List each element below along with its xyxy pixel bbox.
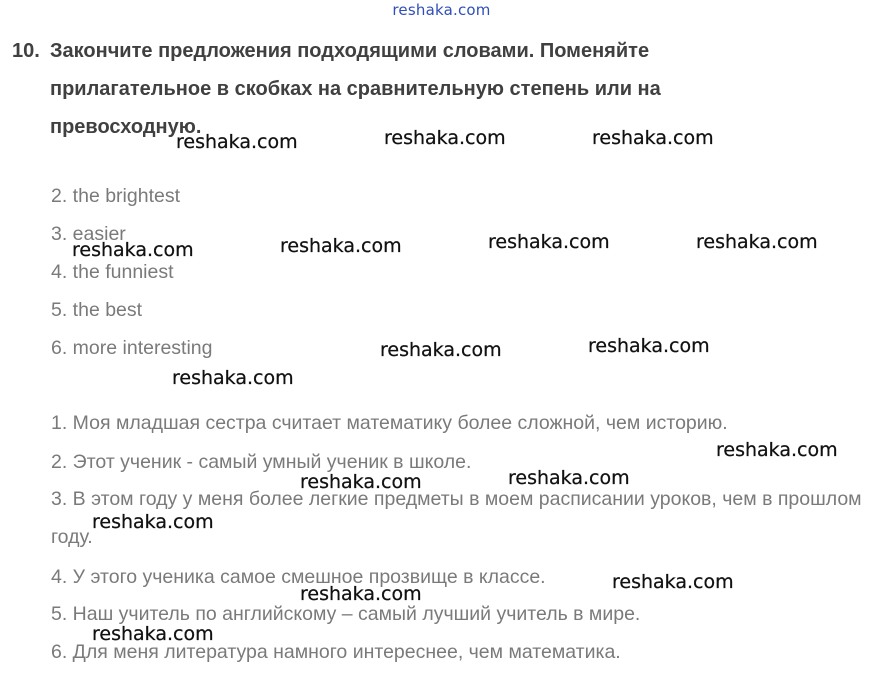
- watermark: reshaka.com: [300, 471, 422, 493]
- answer-item: 5. the best: [51, 299, 143, 321]
- translation-item: 1. Моя младшая сестра считает математику более сложной, чем историю.: [51, 412, 728, 434]
- exercise-title-line-2: прилагательное в скобках на сравнительную степень или на: [50, 78, 661, 100]
- answer-item: 3. easier: [51, 223, 126, 245]
- answer-item: 6. more interesting: [51, 337, 213, 359]
- translation-item: 3. В этом году у меня более легкие предметы в моем расписании уроков, чем в прошлом году.: [51, 488, 862, 548]
- watermark: reshaka.com: [300, 583, 422, 605]
- watermark: reshaka.com: [508, 467, 630, 489]
- translation-item: 4. У этого ученика самое смешное прозвище в классе.: [51, 566, 546, 588]
- watermark: reshaka.com: [612, 571, 734, 593]
- watermark: reshaka.com: [280, 235, 402, 257]
- watermark: reshaka.com: [716, 439, 838, 461]
- answer-item: 2. the brightest: [51, 185, 180, 207]
- watermark: reshaka.com: [592, 127, 714, 149]
- watermark: reshaka.com: [92, 511, 214, 533]
- translation-item: 6. Для меня литература намного интереснее, чем математика.: [51, 641, 621, 663]
- watermark: reshaka.com: [488, 231, 610, 253]
- watermark: reshaka.com: [72, 239, 194, 261]
- watermark: reshaka.com: [588, 335, 710, 357]
- watermark: reshaka.com: [176, 131, 298, 153]
- translation-item: 5. Наш учитель по английскому – самый лучший учитель в мире.: [51, 603, 641, 625]
- watermark: reshaka.com: [172, 367, 294, 389]
- watermark: reshaka.com: [696, 231, 818, 253]
- exercise-number: 10.: [12, 40, 40, 62]
- watermark: reshaka.com: [380, 339, 502, 361]
- exercise-title-line-1: Закончите предложения подходящими словами. Поменяйте: [50, 40, 650, 62]
- watermark: reshaka.com: [384, 127, 506, 149]
- answer-item: 4. the funniest: [51, 261, 174, 283]
- watermark: reshaka.com: [92, 623, 214, 645]
- site-watermark-top: reshaka.com: [392, 1, 491, 19]
- exercise-title-line-3: превосходную.: [50, 116, 202, 138]
- translation-item: 2. Этот ученик - самый умный ученик в школе.: [51, 451, 472, 473]
